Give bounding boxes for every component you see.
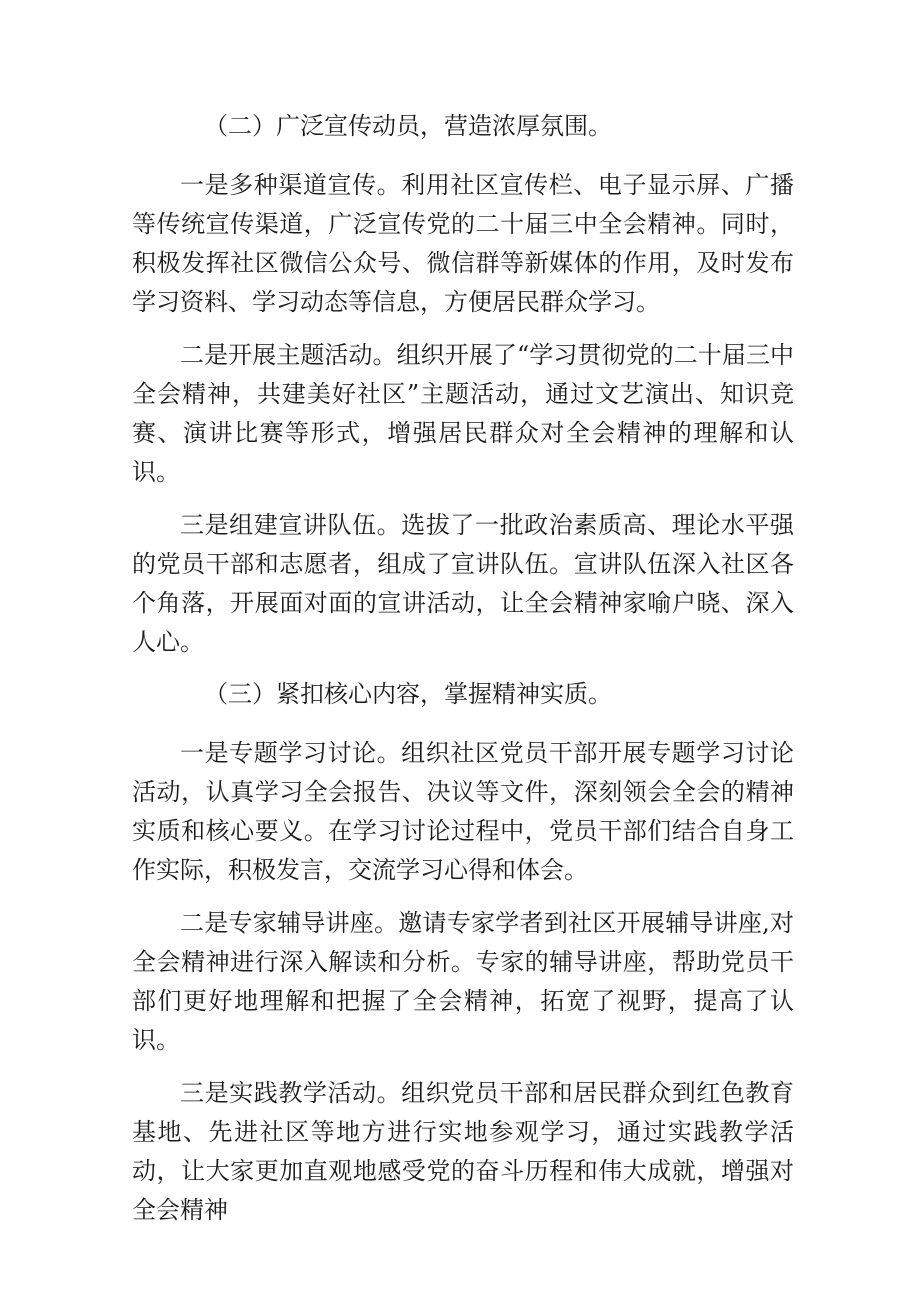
document-body <box>132 108 794 1244</box>
paragraph: 一是专题学习讨论。组织社区党员干部开展专题学习讨论活动，认真学习全会报告、决议等文件，深刻领会全会的精神实质和核心要义。在学习讨论过程中，党员干部们结合自身工作实际，积极发言，交流学习心得和体会。 <box>132 739 794 884</box>
section-heading: （三）紧扣核心内容，掌握精神实质。 <box>204 680 612 708</box>
paragraph: 二是专家辅导讲座。邀请专家学者到社区开展辅导讲座,对全会精神进行深入解读和分析。专家的辅导讲座，帮助党员干部们更好地理解和把握了全会精神，拓宽了视野，提高了认识。 <box>132 909 794 1054</box>
paragraph: 二是开展主题活动。组织开展了“学习贯彻党的二十届三中全会精神，共建美好社区”主题活动，通过文艺演出、知识竞赛、演讲比赛等形式，增强居民群众对全会精神的理解和认识。 <box>132 341 794 486</box>
paragraph: 三是组建宣讲队伍。选拔了一批政治素质高、理论水平强的党员干部和志愿者，组成了宣讲队伍。宣讲队伍深入社区各个角落，开展面对面的宣讲活动，让全会精神家喻户晓、深入人心。 <box>132 511 794 656</box>
paragraph: 一是多种渠道宣传。利用社区宣传栏、电子显示屏、广播等传统宣传渠道，广泛宣传党的二十届三中全会精神。同时，积极发挥社区微信公众号、微信群等新媒体的作用，及时发布学习资料、学习动态等信息，方便居民群众学习。 <box>132 171 794 316</box>
section-heading: （二）广泛宣传动员，营造浓厚氛围。 <box>204 112 612 140</box>
paragraph: 三是实践教学活动。组织党员干部和居民群众到红色教育基地、先进社区等地方进行实地参观学习，通过实践教学活动，让大家更加直观地感受党的奋斗历程和伟大成就，增强对全会精神 <box>132 1079 794 1224</box>
